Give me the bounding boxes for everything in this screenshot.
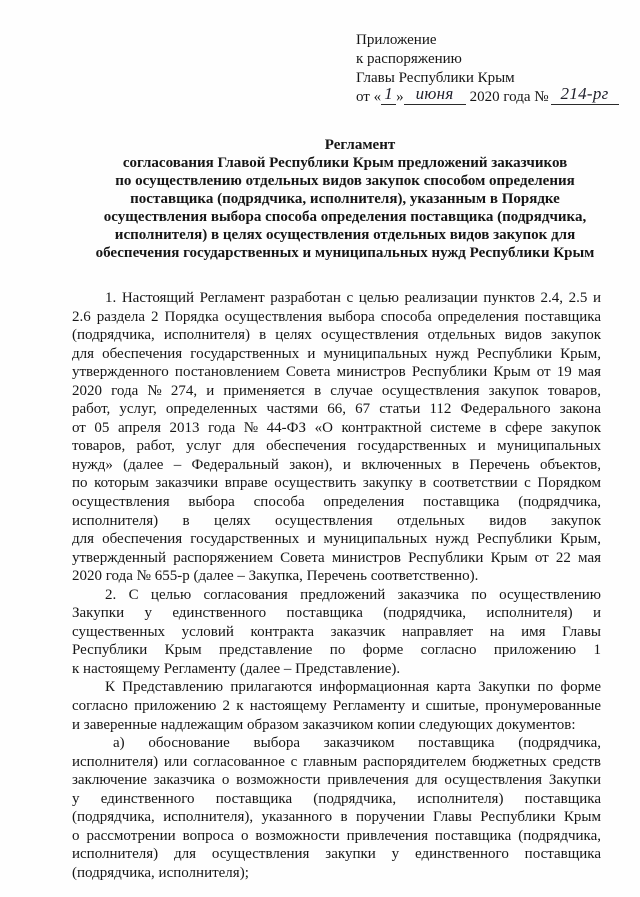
text-line (72, 734, 601, 753)
text-line (72, 474, 601, 493)
line-text: заключение заказчика о возможности привлечения для осуществления Закупки (72, 772, 601, 789)
paragraph-3 (72, 678, 601, 734)
line-text: а) обоснование выбора заказчиком поставщика (подрядчика, (113, 735, 601, 752)
line-text: утвержденного постановлением Совета министров Республики Крым от 19 мая (72, 364, 601, 381)
line-text: для обеспечения государственных и муниципальных нужд Республики Крым, (72, 531, 601, 548)
text-line (72, 456, 601, 475)
text-line (72, 419, 601, 438)
paragraph-4 (72, 734, 601, 882)
text-line (72, 530, 601, 549)
to-order-label: к распоряжению (356, 51, 462, 67)
line-text: от 05 апреля 2013 года № 44-ФЗ «О контрактной системе в сфере закупок (72, 419, 601, 436)
text-line (72, 363, 601, 382)
text-line (72, 437, 601, 456)
line-text: 1. Настоящий Регламент разработан с целью реализации пунктов 2.4, 2.5 и (105, 290, 601, 306)
paragraph-1 (72, 289, 601, 586)
title-heading: Регламент (324, 137, 396, 153)
line-text: Закупки у единственного поставщика (подрядчика, исполнителя) и (72, 605, 601, 622)
text-line (72, 808, 601, 827)
regulation-title (72, 136, 618, 262)
line-text: исполнителя) в целях осуществления отдельных видов закупок (72, 512, 601, 529)
text-line (72, 308, 601, 327)
text-line (72, 345, 601, 364)
text-line (72, 382, 601, 401)
text-line (72, 623, 601, 642)
text-line (72, 567, 601, 586)
handwritten-day: 1 (384, 84, 394, 103)
line-text: 2. С целью согласования предложений заказчика по осуществлению (105, 586, 601, 603)
number-underline (551, 84, 619, 105)
day-underline (381, 84, 396, 105)
annex-header (356, 31, 619, 107)
line-text: у единственного поставщика (подрядчика, исполнителя) поставщика (72, 790, 601, 807)
text-line (72, 716, 601, 735)
date-quote-close: » (396, 89, 404, 105)
text-line (72, 678, 601, 697)
text-line (72, 604, 601, 623)
text-line (72, 326, 601, 345)
text-line (72, 697, 601, 716)
line-text: исполнителя) или согласованное с главным распорядителем бюджетных средств (72, 753, 601, 770)
text-line (72, 864, 601, 883)
line-text: исполнителя) для осуществления закупки у единственного поставщика (72, 846, 601, 863)
title-line: исполнителя) в целях осуществления отдельных видов закупок для (114, 227, 576, 243)
text-line (72, 289, 601, 308)
line-text: существенных условий контракта заказчик направляет на имя Главы (72, 623, 601, 640)
line-text: нужд» (далее – Федеральный закон), и включенных в Перечень объектов, (72, 456, 601, 473)
line-text: (подрядчика, исполнителя); (72, 864, 249, 881)
title-line: осуществления выбора способа определения поставщика (подрядчика, (103, 209, 587, 225)
line-text: согласно приложению 2 к настоящему Регламенту и сшитые, пронумерованные (72, 698, 601, 715)
handwritten-month: июня (415, 84, 454, 103)
text-line (72, 771, 601, 790)
text-line (72, 827, 601, 846)
text-line (72, 845, 601, 864)
month-underline (404, 84, 466, 105)
line-text: по которым заказчики вправе осуществить закупку в соответствии с Порядком (72, 475, 601, 492)
text-line (72, 660, 601, 679)
title-line: обеспечения государственных и муниципальных нужд Республики Крым (95, 245, 595, 261)
line-text: утвержденный распоряжением Совета министров Республики Крым от 22 мая (72, 549, 601, 566)
text-line (72, 549, 601, 568)
text-line (72, 753, 601, 772)
date-prefix: от « (356, 89, 382, 105)
issuer-label: Главы Республики Крым (356, 70, 515, 86)
line-text: товаров, работ, услуг для обеспечения государственных и муниципальных (72, 438, 601, 455)
title-line: по осуществлению отдельных видов закупок способом определения (115, 173, 575, 189)
text-line (72, 400, 601, 419)
line-text: 2020 года № 274, и применяется в случае осуществления закупок товаров, (72, 382, 601, 399)
document-body (72, 289, 601, 883)
text-line (72, 586, 601, 605)
year-number-label: 2020 года № (469, 89, 549, 105)
text-line (72, 790, 601, 809)
text-line (72, 493, 601, 512)
title-line: поставщика (подрядчика, исполнителя), указанным в Порядке (130, 191, 560, 207)
line-text: к настоящему Регламенту (далее – Представление). (72, 660, 401, 677)
line-text: К Представлению прилагаются информационная карта Закупки по форме (105, 679, 601, 696)
line-text: и заверенные надлежащим образом заказчиком копии следующих документов: (72, 716, 576, 733)
text-line (72, 512, 601, 531)
order-date-line (356, 84, 619, 107)
line-text: 2020 года № 655-р (далее – Закупка, Перечень соответственно). (72, 568, 479, 585)
paragraph-2 (72, 586, 601, 679)
line-text: 2.6 раздела 2 Порядка осуществления выбора способа определения поставщика (72, 308, 601, 325)
line-text: (подрядчика, исполнителя), указанного в поручении Главы Республики Крым (72, 809, 601, 826)
title-line: согласования Главой Республики Крым предложений заказчиков (122, 155, 568, 171)
line-text: осуществления выбора способа определения поставщика (подрядчика, (72, 494, 601, 511)
text-line (72, 641, 601, 660)
line-text: для обеспечения государственных и муниципальных нужд Республики Крым, (72, 345, 601, 362)
handwritten-order-number: 214-рг (560, 84, 609, 103)
line-text: Республики Крым представление по форме согласно приложению 1 (72, 642, 601, 659)
annex-label: Приложение (356, 32, 437, 48)
line-text: о рассмотрении вопроса о возможности привлечения поставщика (подрядчика, (72, 827, 601, 844)
line-text: работ, услуг, определенных частями 66, 67 статьи 112 Федерального закона (72, 401, 601, 418)
line-text: (подрядчика, исполнителя) в целях осуществления отдельных видов закупок (72, 327, 601, 344)
